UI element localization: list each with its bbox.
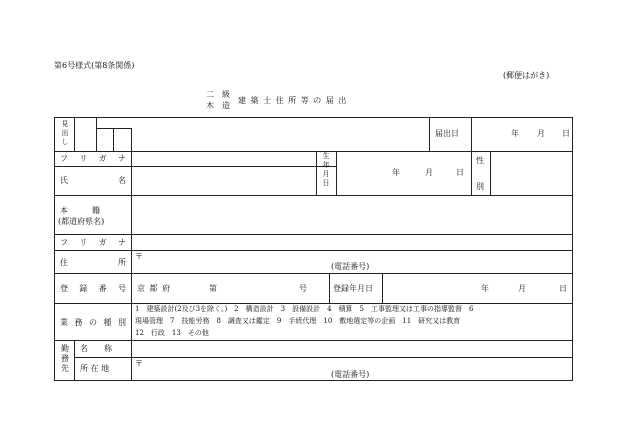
registration-go-label: 号 bbox=[299, 284, 307, 293]
name-label: 氏 名 bbox=[60, 176, 126, 185]
workplace-phone-label: (電話番号) bbox=[331, 370, 370, 379]
midashi-label: 見出し bbox=[61, 120, 69, 146]
workplace-location-field[interactable] bbox=[146, 359, 326, 379]
birth-year-label: 年 bbox=[392, 168, 400, 177]
registration-day-label: 日 bbox=[559, 284, 567, 293]
form-number: 第6号様式(第8条関係) bbox=[54, 61, 135, 70]
registration-date-label: 登録年月日 bbox=[333, 284, 373, 293]
title-grade: 二 級 bbox=[206, 90, 230, 99]
registration-label: 登 録 番 号 bbox=[60, 284, 126, 293]
birth-day-label: 日 bbox=[456, 168, 464, 177]
workplace-postal-mark: 〒 bbox=[135, 359, 143, 368]
name-furigana-field[interactable] bbox=[133, 153, 314, 165]
address-field[interactable] bbox=[146, 252, 326, 271]
birth-date-field[interactable] bbox=[340, 160, 388, 184]
address-postal-mark: 〒 bbox=[135, 252, 143, 261]
registration-dai-label: 第 bbox=[209, 284, 217, 293]
page-title: 建 築 士 住 所 等 の 届 出 bbox=[238, 96, 348, 105]
registration-month-label: 月 bbox=[518, 284, 526, 293]
workplace-name-label: 名 称 bbox=[80, 344, 112, 353]
honseki-sub-label: (都道府県名) bbox=[58, 217, 105, 226]
honseki-field[interactable] bbox=[133, 197, 571, 232]
address-furigana-label: フ リ ガ ナ bbox=[60, 238, 126, 247]
registration-date-field[interactable] bbox=[386, 277, 476, 299]
birth-date-label: 生年月日 bbox=[322, 152, 330, 187]
name-furigana-label: フ リ ガ ナ bbox=[60, 154, 126, 163]
notification-day-label: 日 bbox=[562, 129, 570, 138]
notification-date-label: 届出日 bbox=[435, 129, 459, 138]
gender-field[interactable] bbox=[493, 153, 571, 193]
registration-number-field[interactable] bbox=[220, 277, 296, 299]
address-phone-label: (電話番号) bbox=[331, 262, 370, 271]
business-type-line1: 1 建築設計(2及び3を除く。) 2 構造設計 3 設備設計 4 積算 5 工事監理又は工事の指導監督 6 bbox=[135, 305, 474, 313]
notification-year-label: 年 bbox=[511, 129, 519, 138]
business-type-label: 業 務 の 種 別 bbox=[60, 318, 126, 327]
birth-month-label: 月 bbox=[425, 168, 433, 177]
workplace-label: 勤務先 bbox=[61, 344, 69, 373]
registration-prefecture: 京 都 府 bbox=[137, 284, 172, 293]
name-field[interactable] bbox=[133, 168, 314, 193]
registration-year-label: 年 bbox=[481, 284, 489, 293]
honseki-label: 本 籍 bbox=[60, 206, 100, 215]
address-label: 住 所 bbox=[60, 258, 126, 267]
address-furigana-field[interactable] bbox=[133, 236, 571, 248]
title-wooden: 木 造 bbox=[206, 101, 230, 110]
workplace-name-field[interactable] bbox=[133, 342, 571, 355]
workplace-location-label: 所 在 地 bbox=[80, 364, 110, 373]
notification-month-label: 月 bbox=[537, 129, 545, 138]
business-type-line3: 12 行政 13 その他 bbox=[135, 329, 209, 337]
gender-label: 性 別 bbox=[476, 156, 484, 191]
notification-date-field[interactable] bbox=[480, 124, 508, 144]
postcard-note: (郵便はがき) bbox=[503, 71, 550, 80]
business-type-line2: 現場管理 7 技能労務 8 調査又は鑑定 9 手続代理 10 敷地選定等の企画 11 研究又は教育 bbox=[135, 317, 461, 325]
